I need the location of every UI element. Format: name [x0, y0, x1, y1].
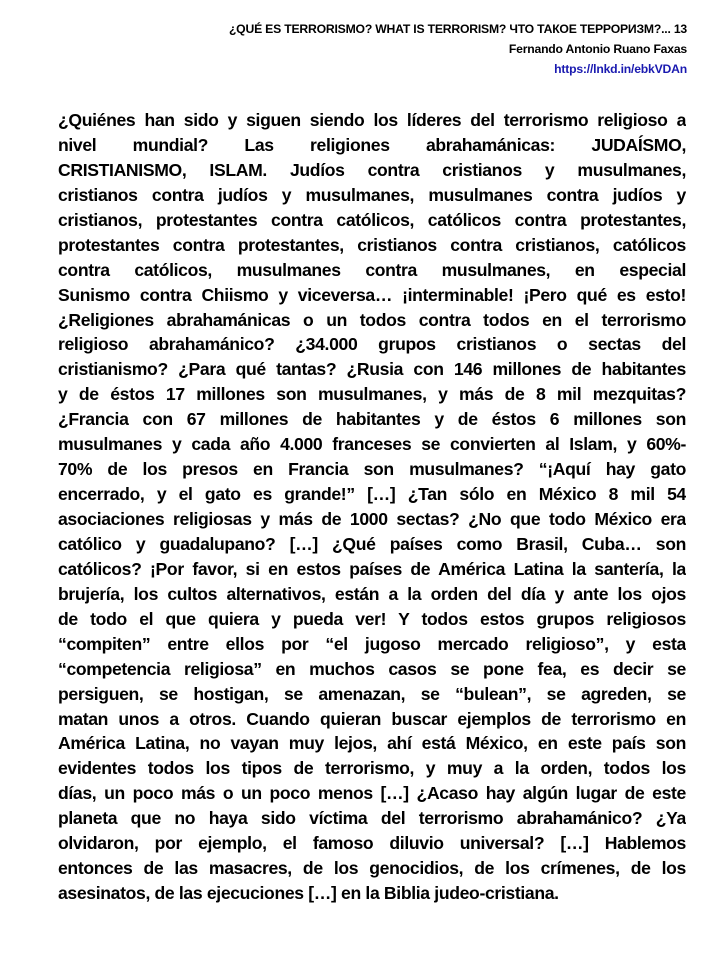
body-line: contra católicos, musulmanes contra musulmanes, en especial [58, 259, 686, 280]
body-line: ¿Quiénes han sido y siguen siendo los líderes del terrorismo religioso a [58, 110, 686, 130]
body-line: evidentes todos los tipos de terrorismo, y muy a la orden, todos los [58, 758, 686, 779]
body-line: matan unos a otros. Cuando quieran buscar ejemplos de terrorismo en [58, 708, 686, 729]
body-line: musulmanes y cada año 4.000 franceses se convierten al Islam, y 60%- [58, 434, 686, 455]
body-line: olvidaron, por ejemplo, el famoso diluvio universal? […] Hablemos [58, 833, 686, 854]
body-line: católicos? ¡Por favor, si en estos países de América Latina la santería, la [58, 558, 686, 579]
body-line: brujería, los cultos alternativos, están a la orden del día y ante los ojos [58, 583, 686, 604]
body-line: persiguen, se hostigan, se amenazan, se “bulean”, se agreden, se [58, 683, 686, 704]
body-line: días, un poco más o un poco menos […] ¿Acaso hay algún lugar de este [58, 783, 686, 804]
body-line: CRISTIANISMO, ISLAM. Judíos contra cristianos y musulmanes, [58, 159, 686, 180]
body-line: ¿Religiones abrahamánicas o un todos contra todos en el terrorismo [58, 309, 686, 330]
body-paragraph [58, 108, 686, 906]
document-title: ¿QUÉ ES TERRORISMO? WHAT IS TERRORISM? ЧТО ТАКОЕ ТЕРРОРИЗМ?... 13 [228, 22, 687, 36]
body-line: América Latina, no vayan muy lejos, ahí está México, en este país son [58, 733, 686, 754]
body-line: cristianismo? ¿Para qué tantas? ¿Rusia con 146 millones de habitantes [58, 359, 686, 380]
body-line: ¿Francia con 67 millones de habitantes y de éstos 6 millones son [58, 409, 686, 430]
body-line: de todo el que quiera y pueda ver! Y todos estos grupos religiosos [58, 608, 686, 629]
body-line: encerrado, y el gato es grande!” […] ¿Tan sólo en México 8 mil 54 [58, 484, 686, 505]
body-line: protestantes contra protestantes, cristianos contra cristianos, católicos [58, 234, 686, 255]
body-line: asociaciones religiosas y más de 1000 sectas? ¿No que todo México era [58, 509, 686, 529]
body-line: “compiten” entre ellos por “el jugoso mercado religioso”, y esta [58, 633, 686, 654]
body-line: cristianos, protestantes contra católicos, católicos contra protestantes, [58, 209, 686, 230]
body-line: planeta que no haya sido víctima del terrorismo abrahamánico? ¿Ya [58, 808, 686, 829]
author-link[interactable]: https://lnkd.in/ebkVDAn [554, 62, 687, 76]
body-line: “competencia religiosa” en muchos casos se pone fea, es decir se [58, 658, 686, 679]
body-line: católico y guadalupano? […] ¿Qué países como Brasil, Cuba… son [58, 533, 686, 554]
body-line: 70% de los presos en Francia son musulmanes? “¡Aquí hay gato [58, 459, 686, 480]
body-line: Sunismo contra Chiismo y viceversa… ¡interminable! ¡Pero qué es esto! [58, 284, 686, 305]
page-header [229, 19, 687, 79]
body-line: y de éstos 17 millones son musulmanes, y más de 8 mil mezquitas? [58, 384, 686, 405]
body-line: nivel mundial? Las religiones abrahamánicas: JUDAÍSMO, [58, 134, 686, 155]
body-line: entonces de las masacres, de los genocidios, de los crímenes, de los [58, 858, 686, 879]
body-line: asesinatos, de las ejecuciones […] en la Biblia judeo-cristiana. [58, 883, 559, 904]
author-name: Fernando Antonio Ruano Faxas [508, 42, 687, 56]
body-line: religioso abrahamánico? ¿34.000 grupos cristianos o sectas del [58, 334, 686, 355]
body-line: cristianos contra judíos y musulmanes, musulmanes contra judíos y [58, 184, 686, 205]
